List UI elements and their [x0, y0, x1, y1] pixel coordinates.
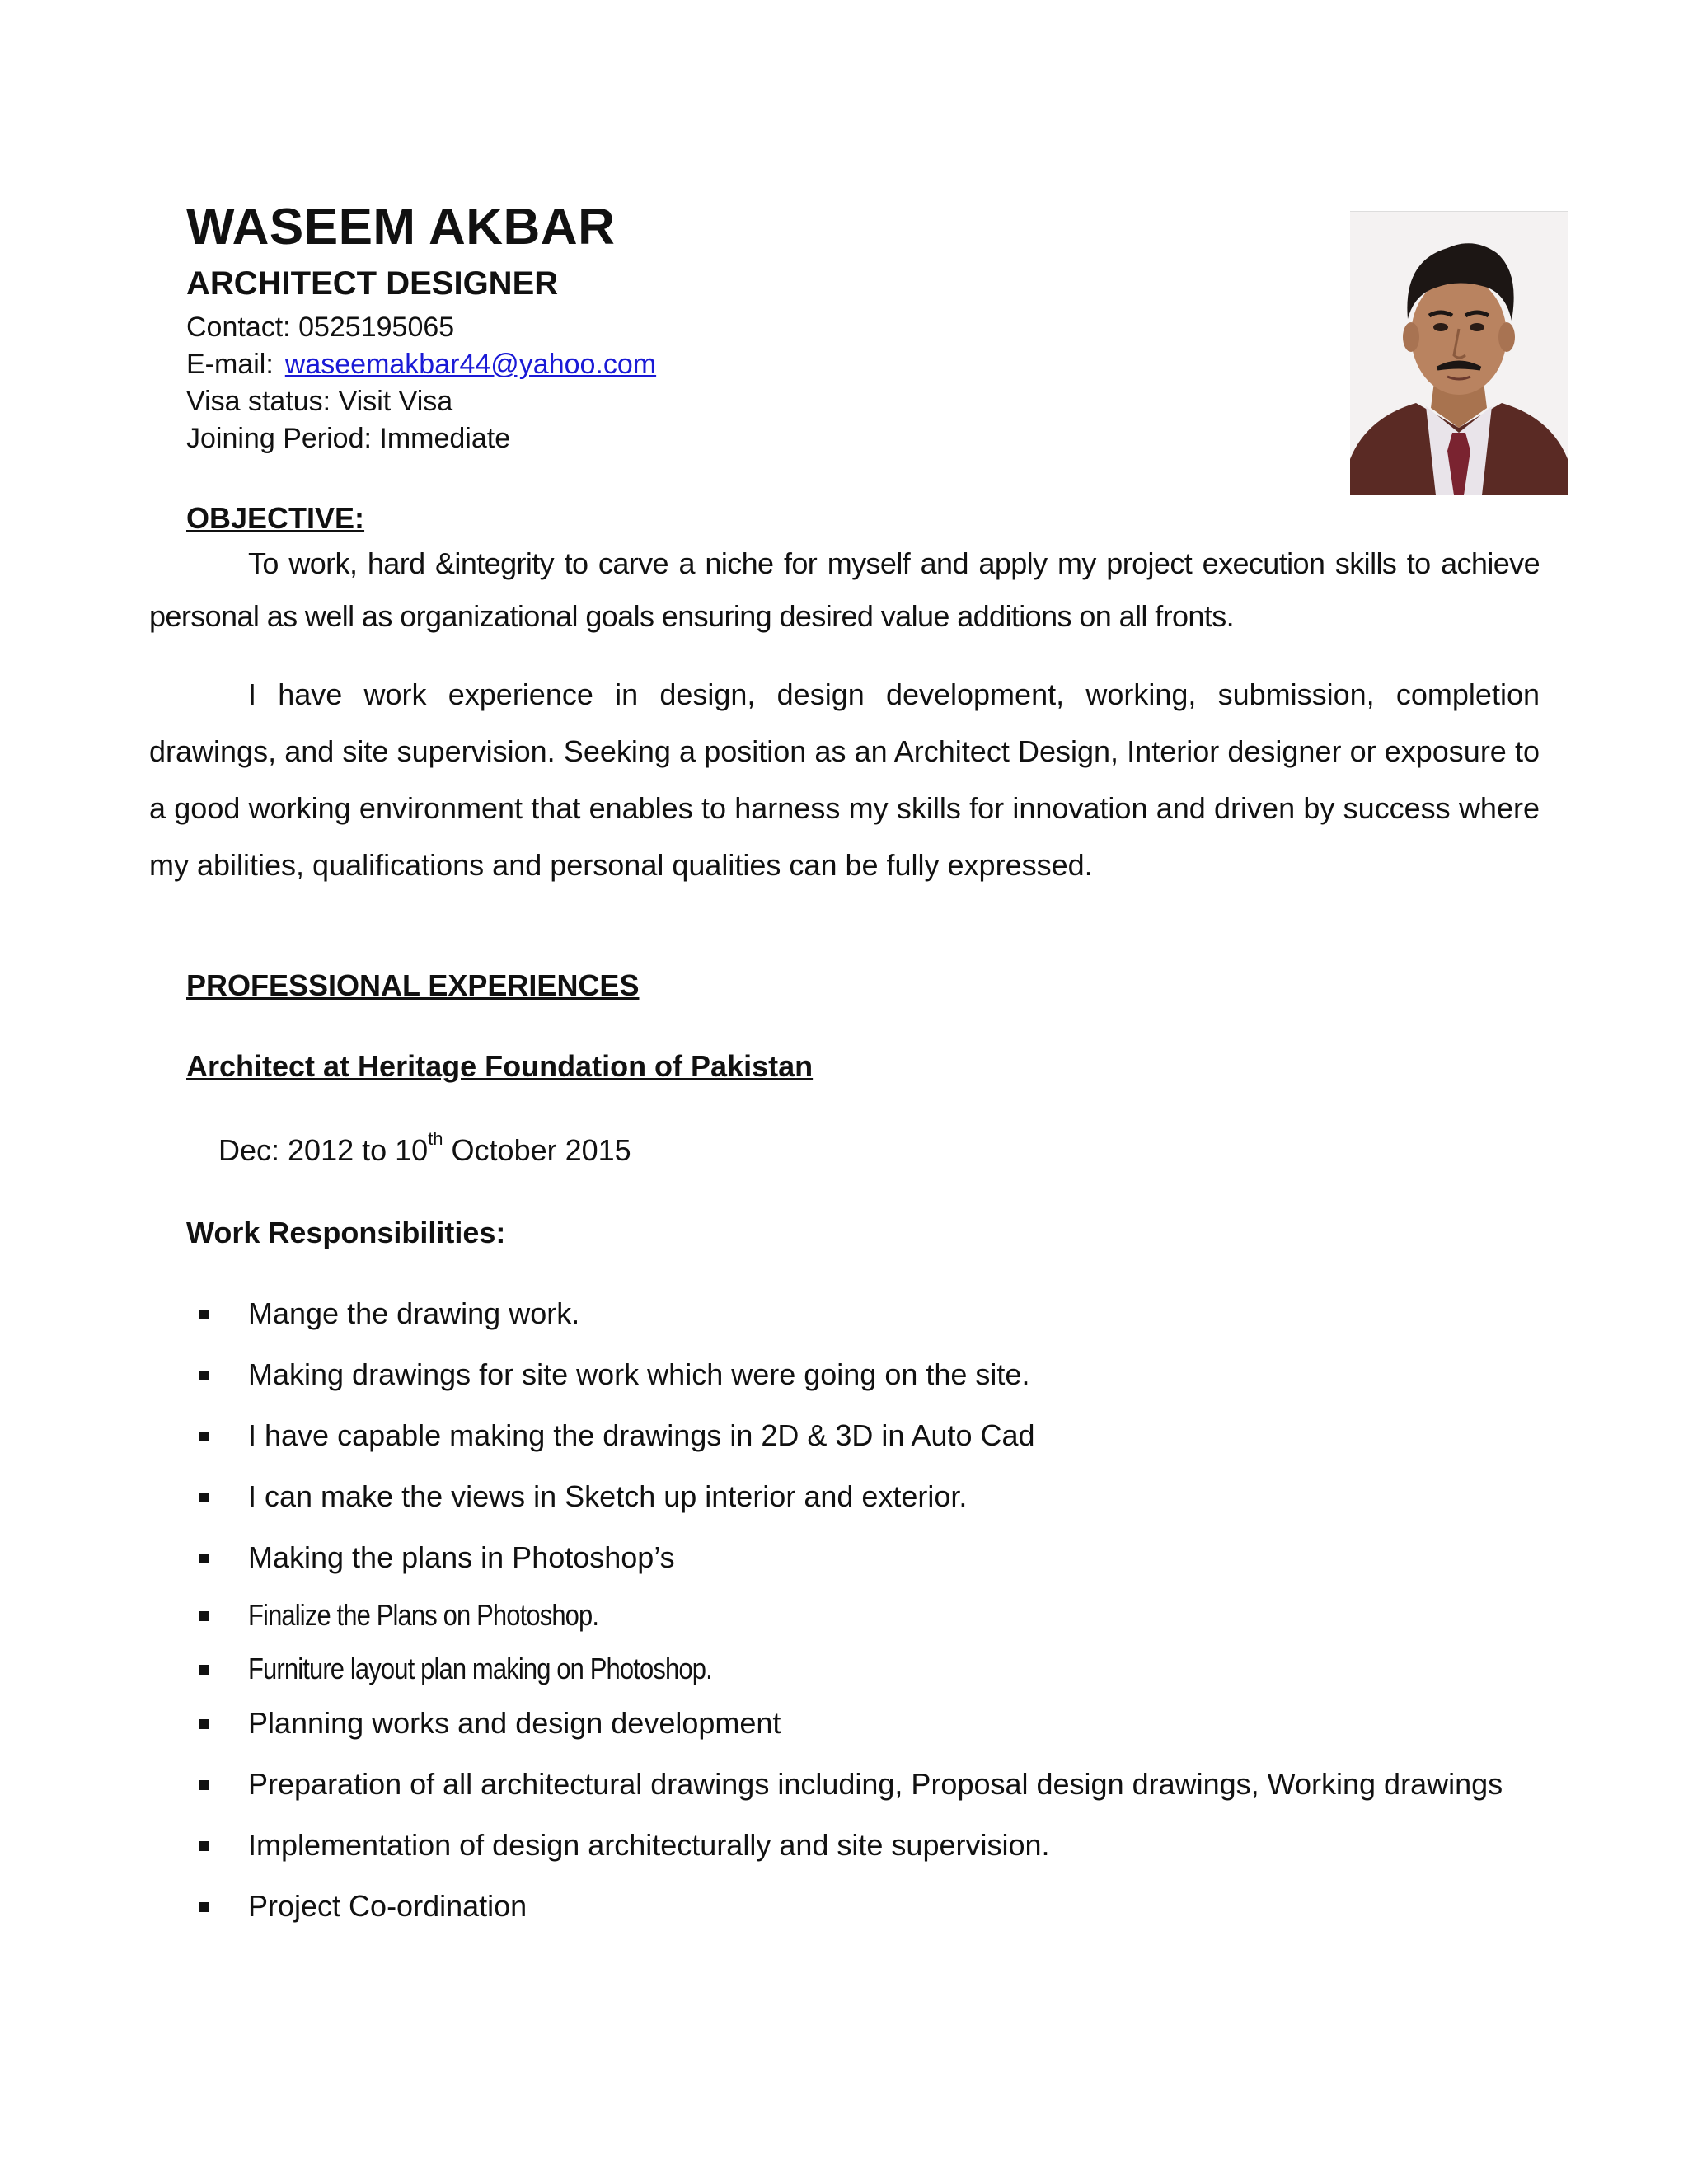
objective-paragraph-1	[149, 537, 1540, 643]
bullet-icon	[199, 1371, 209, 1380]
contact-line	[186, 312, 454, 344]
bullet-icon	[199, 1554, 209, 1563]
dates-end: October 2015	[443, 1133, 631, 1167]
responsibilities-heading: Work Responsibilities:	[186, 1216, 506, 1249]
experience-heading: PROFESSIONAL EXPERIENCES	[186, 968, 640, 1002]
email-label: E-mail:	[186, 349, 274, 380]
objective-heading: OBJECTIVE:	[186, 501, 365, 535]
contact-value: 0525195065	[298, 312, 455, 343]
job-dates	[218, 1128, 631, 1168]
job-title: Architect at Heritage Foundation of Pakistan	[186, 1049, 814, 1083]
email-line	[186, 349, 656, 381]
objective-paragraph-2	[149, 666, 1540, 893]
bullet-icon	[199, 1432, 209, 1441]
contact-label: Contact:	[186, 312, 291, 343]
visa-label: Visa status:	[186, 386, 331, 417]
joining-line	[186, 423, 510, 455]
candidate-title: ARCHITECT DESIGNER	[186, 265, 559, 302]
bullet-icon	[199, 1493, 209, 1502]
candidate-name: WASEEM AKBAR	[186, 199, 616, 255]
profile-photo	[1350, 211, 1568, 495]
visa-line	[186, 386, 452, 418]
visa-value: Visit Visa	[338, 386, 453, 417]
dates-start: Dec: 2012 to 10	[218, 1133, 429, 1167]
objective-text-2: I have work experience in design, design development, working, submission, completion drawings, and site supervision. Seeking a position as an Architect Design, Interior designer or exposure to a good working environment that enables to harness my skills for innovation and driven by success where my abilities, qualifications and personal qualities can be fully expressed.	[149, 677, 1540, 882]
dates-ordinal: th	[428, 1128, 443, 1149]
bullet-icon	[199, 1719, 209, 1729]
bullet-icon	[199, 1780, 209, 1790]
objective-text-1: To work, hard &integrity to carve a niche for myself and apply my project execution skills to achieve personal as well as organizational goals ensuring desired value additions on all fronts.	[149, 546, 1540, 633]
bullet-icon	[199, 1665, 209, 1675]
bullet-icon	[199, 1841, 209, 1851]
bullet-icon	[199, 1310, 209, 1319]
bullet-icon	[199, 1611, 209, 1621]
email-link[interactable]: waseemakbar44@yahoo.com	[284, 349, 657, 380]
bullet-icon	[199, 1902, 209, 1912]
joining-label: Joining Period:	[186, 423, 372, 454]
resume-page: WASEEM AKBAR ARCHITECT DESIGNER Contact: 0525195065 E-mail: waseemakbar44@yahoo.com Visa status: Visit Visa Joining Period: Immediate OBJECTIVE: To work, hard &integrity to carve a niche for myself and apply my project execution skills to achieve personal as well as organizational goals ensuring desired value additions on all fronts. I have work experience in design, design development, working, submission, completion drawings, and site supervision. Seeking a position as an Architect Design, Interior designer or exposure to a good working environment that enables to harness my skills for innovation and driven by success where my abilities, qualifications and personal qualities can be fully expressed. PROFESSIONAL EXPERIENCES Architect at Heritage Foundation of Pakistan Dec: 2012 to 10th October 2015 Work Responsibilities: Mange the drawing work. Making drawings for site work which were going on the site. I have capable making the drawings in 2D & 3D in Auto Cad I can make the views in Sketch up interior and exterior. Making the plans in Photoshop’s Finalize the Plans on Photoshop. Furniture layout plan making on Photoshop. Planning works and design development Preparation of all architectural drawings including, Proposal design drawings, Working drawings Implementation of design architecturally and site supervision. Project Co-ordination	[0, 0, 1688, 2184]
joining-value: Immediate	[379, 423, 511, 454]
